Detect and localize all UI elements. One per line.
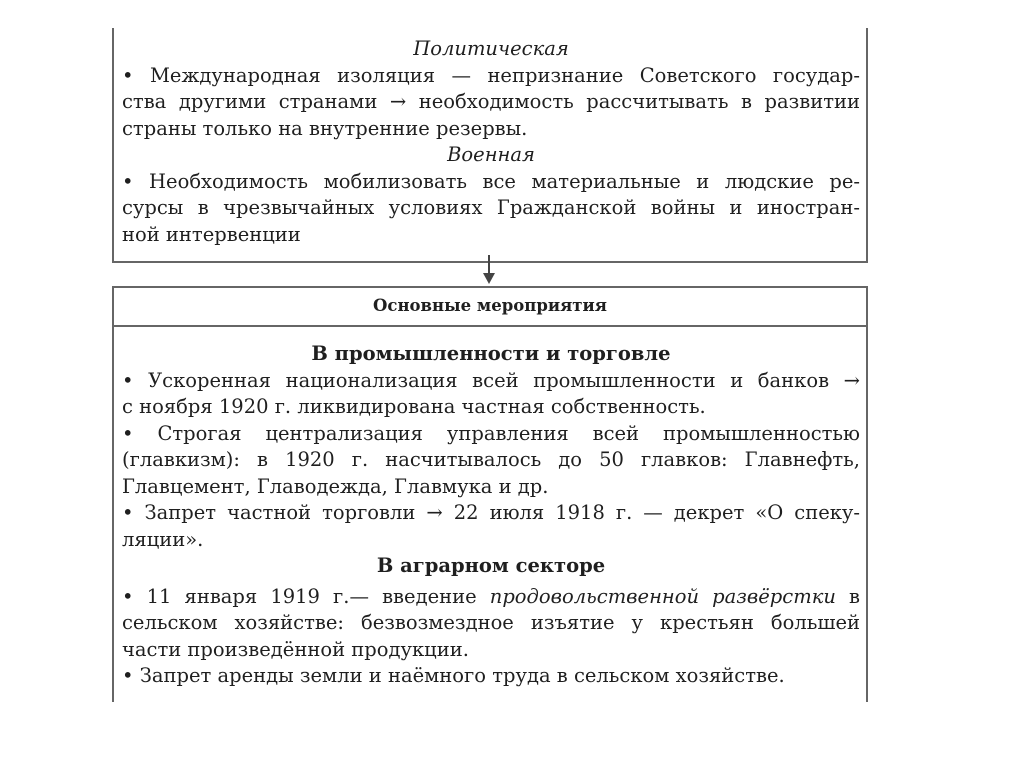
- header-divider: [112, 325, 868, 327]
- text-line: • Необходимость мобилизовать все материальные и людские ре-: [122, 169, 860, 193]
- text-line: сурсы в чрезвычайных условиях Гражданской войны и иностран-: [122, 196, 860, 219]
- bottom-box-top-border: [112, 286, 868, 288]
- text-line: Главцемент, Главодежда, Главмука и др.: [122, 474, 549, 498]
- text-line: • Ускоренная национализация всей промышленности и банков →: [122, 368, 860, 392]
- down-arrow-icon: [479, 255, 499, 285]
- top-box-right-border: [866, 28, 868, 262]
- top-box-left-border: [112, 28, 114, 262]
- bottom-box-left-border: [112, 286, 114, 702]
- text-line: (главкизм): в 1920 г. насчитывалось до 50 главков: Главнефть,: [122, 448, 860, 471]
- agrarian-term: продовольственной развёрстки: [489, 584, 836, 608]
- text-line: • Международная изоляция — непризнание Советского государ-: [122, 63, 860, 87]
- text-line: • Запрет аренды земли и наёмного труда в сельском хозяйстве.: [122, 664, 785, 687]
- political-heading: Политическая: [413, 37, 569, 60]
- text-line: ляции».: [122, 527, 204, 551]
- text-line: части произведённой продукции.: [122, 637, 469, 661]
- military-heading: Военная: [447, 143, 535, 166]
- text-line: сельском хозяйстве: безвозмездное изъятие у крестьян большей: [122, 611, 860, 634]
- bottom-box-right-border: [866, 286, 868, 702]
- agrarian-item-start: • 11 января 1919 г.— введение: [122, 584, 477, 608]
- text-line: [122, 584, 860, 611]
- industry-heading: В промышленности и торговле: [311, 342, 671, 365]
- text-line: с ноября 1920 г. ликвидирована частная собственность.: [122, 395, 706, 418]
- text-line: страны только на внутренние резервы.: [122, 116, 528, 140]
- agrarian-heading: В аграрном секторе: [376, 554, 606, 577]
- industry-section: [122, 341, 860, 690]
- political-section: [122, 36, 860, 248]
- text-line: ной интервенции: [122, 222, 301, 246]
- measures-header: Основные мероприятия: [373, 296, 607, 315]
- text-line: • Строгая централизация управления всей промышленностью: [122, 421, 860, 445]
- text-line: • Запрет частной торговли → 22 июля 1918 г. — декрет «О спеку-: [122, 501, 860, 524]
- agrarian-item-end: в: [849, 584, 860, 608]
- text-line: ства другими странами → необходимость рассчитывать в развитии: [122, 90, 860, 113]
